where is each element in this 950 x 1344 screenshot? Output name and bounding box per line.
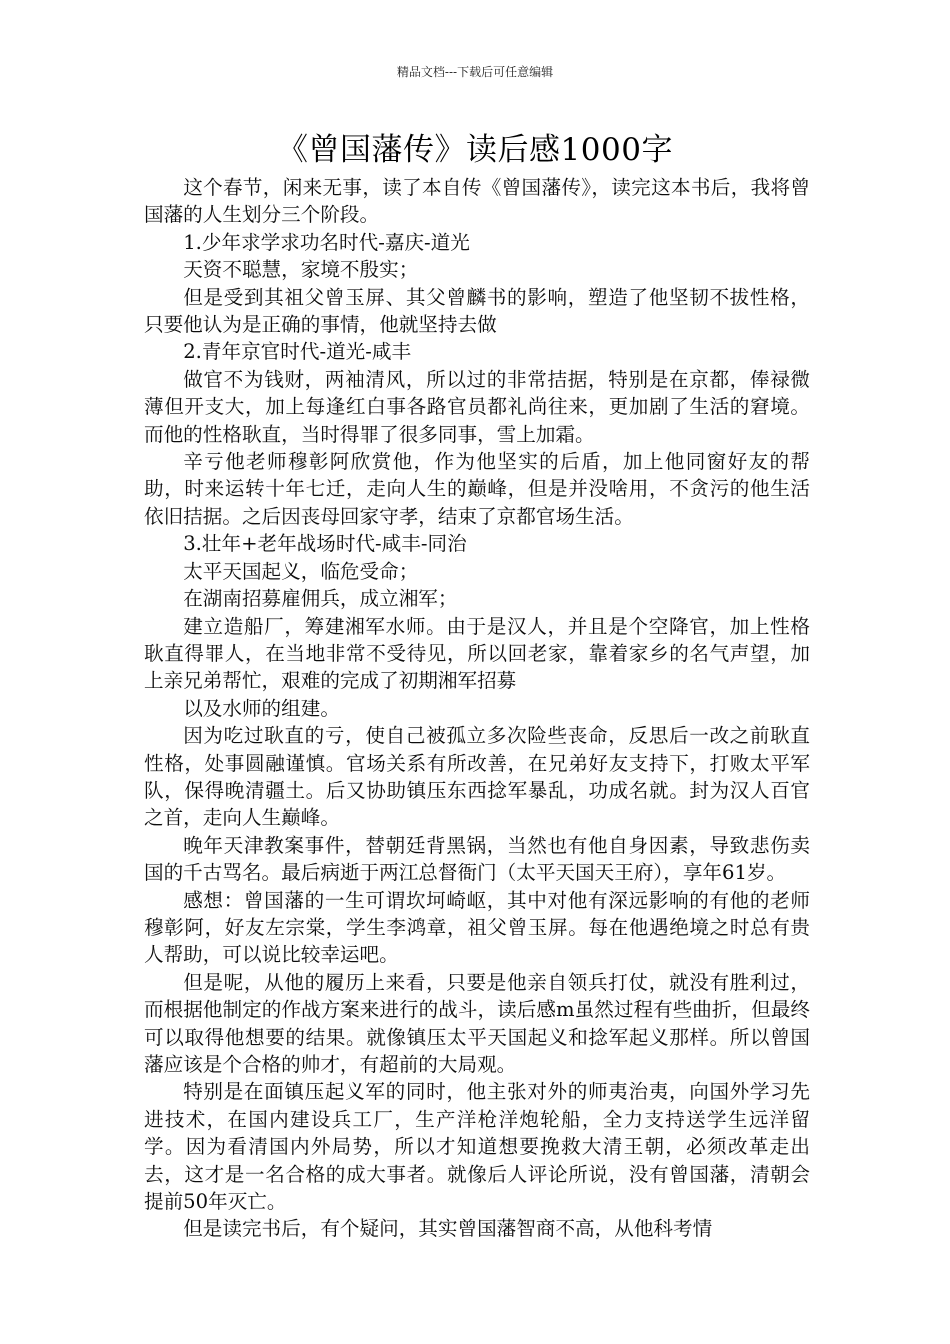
paragraph-intro: 这个春节，闲来无事，读了本自传《曾国藩传》，读完这本书后，我将曾国藩的人生划分三个阶段。 xyxy=(144,176,810,227)
section-heading-youth: 1.少年求学求功名时代-嘉庆-道光 xyxy=(183,230,470,254)
paragraph: 建立造船厂，筹建湘军水师。由于是汉人，并且是个空降官，加上性格耿直得罪人，在当地非常不受待见，所以回老家，靠着家乡的名气声望，加上亲兄弟帮忙，艰难的完成了初期湘军招募 xyxy=(144,614,810,693)
section-heading-battlefield: 3.壮年+老年战场时代-咸丰-同治 xyxy=(183,532,467,556)
paragraph: 太平天国起义，临危受命； xyxy=(183,559,419,583)
document-body xyxy=(144,174,810,1243)
paragraph-reflection: 感想：曾国藩的一生可谓坎坷崎岖，其中对他有深远影响的有他的老师穆彰阿，好友左宗棠，学生李鸿章，祖父曾玉屏。每在他遇绝境之时总有贵人帮助，可以说比较幸运吧。 xyxy=(144,888,810,967)
paragraph: 晚年天津教案事件，替朝廷背黑锅，当然也有他自身因素，导致悲伤卖国的千古骂名。最后病逝于两江总督衙门（太平天国天王府），享年61岁。 xyxy=(144,833,810,885)
paragraph: 在湖南招募雇佣兵，成立湘军； xyxy=(183,587,458,611)
paragraph: 但是呢，从他的履历上来看，只要是他亲自领兵打仗，就没有胜利过，而根据他制定的作战方案来进行的战斗，读后感m虽然过程有些曲折，但最终可以取得他想要的结果。就像镇压太平天国起义和捻军起义那样。所以曾国藩应该是个合格的帅才，有超前的大局观。 xyxy=(144,970,810,1076)
paragraph: 因为吃过耿直的亏，使自己被孤立多次险些丧命，反思后一改之前耿直性格，处事圆融谨慎。官场关系有所改善，在兄弟好友支持下，打败太平军队，保得晚清疆土。后又协助镇压东西捻军暴乱，功成名就。封为汉人百官之首，走向人生巅峰。 xyxy=(144,724,810,830)
paragraph: 辛亏他老师穆彰阿欣赏他，作为他坚实的后盾，加上他同窗好友的帮助，时来运转十年七迁，走向人生的巅峰，但是并没啥用，不贪污的他生活依旧拮据。之后因丧母回家守孝，结束了京都官场生活。 xyxy=(144,450,810,528)
page-header: 精品文档---下载后可任意编辑 xyxy=(396,65,554,79)
paragraph: 以及水师的组建。 xyxy=(183,696,340,720)
paragraph: 特别是在面镇压起义军的同时，他主张对外的师夷治夷，向国外学习先进技术，在国内建设兵工厂，生产洋枪洋炮轮船，全力支持送学生远洋留学。因为看清国内外局势，所以才知道想要挽救大清王朝，必须改革走出去，这才是一名合格的成大事者。就像后人评论所说，没有曾国藩，清朝会提前50年灭亡。 xyxy=(144,1080,810,1214)
section-heading-capital-official: 2.青年京官时代-道光-咸丰 xyxy=(183,340,412,364)
paragraph: 但是受到其祖父曾玉屏、其父曾麟书的影响，塑造了他坚韧不拔性格，只要他认为是正确的事情，他就坚持去做 xyxy=(144,285,810,337)
paragraph: 但是读完书后，有个疑问，其实曾国藩智商不高，从他科考情 xyxy=(183,1217,713,1241)
paragraph: 天资不聪慧，家境不殷实； xyxy=(183,258,419,282)
paragraph: 做官不为钱财，两袖清风，所以过的非常拮据，特别是在京都，俸禄微薄但开支大，加上每逢红白事各路官员都礼尚往来，更加剧了生活的窘境。而他的性格耿直，当时得罪了很多同事，雪上加霜。 xyxy=(144,367,810,446)
document-title: 《曾国藩传》读后感1000字 xyxy=(277,132,673,168)
